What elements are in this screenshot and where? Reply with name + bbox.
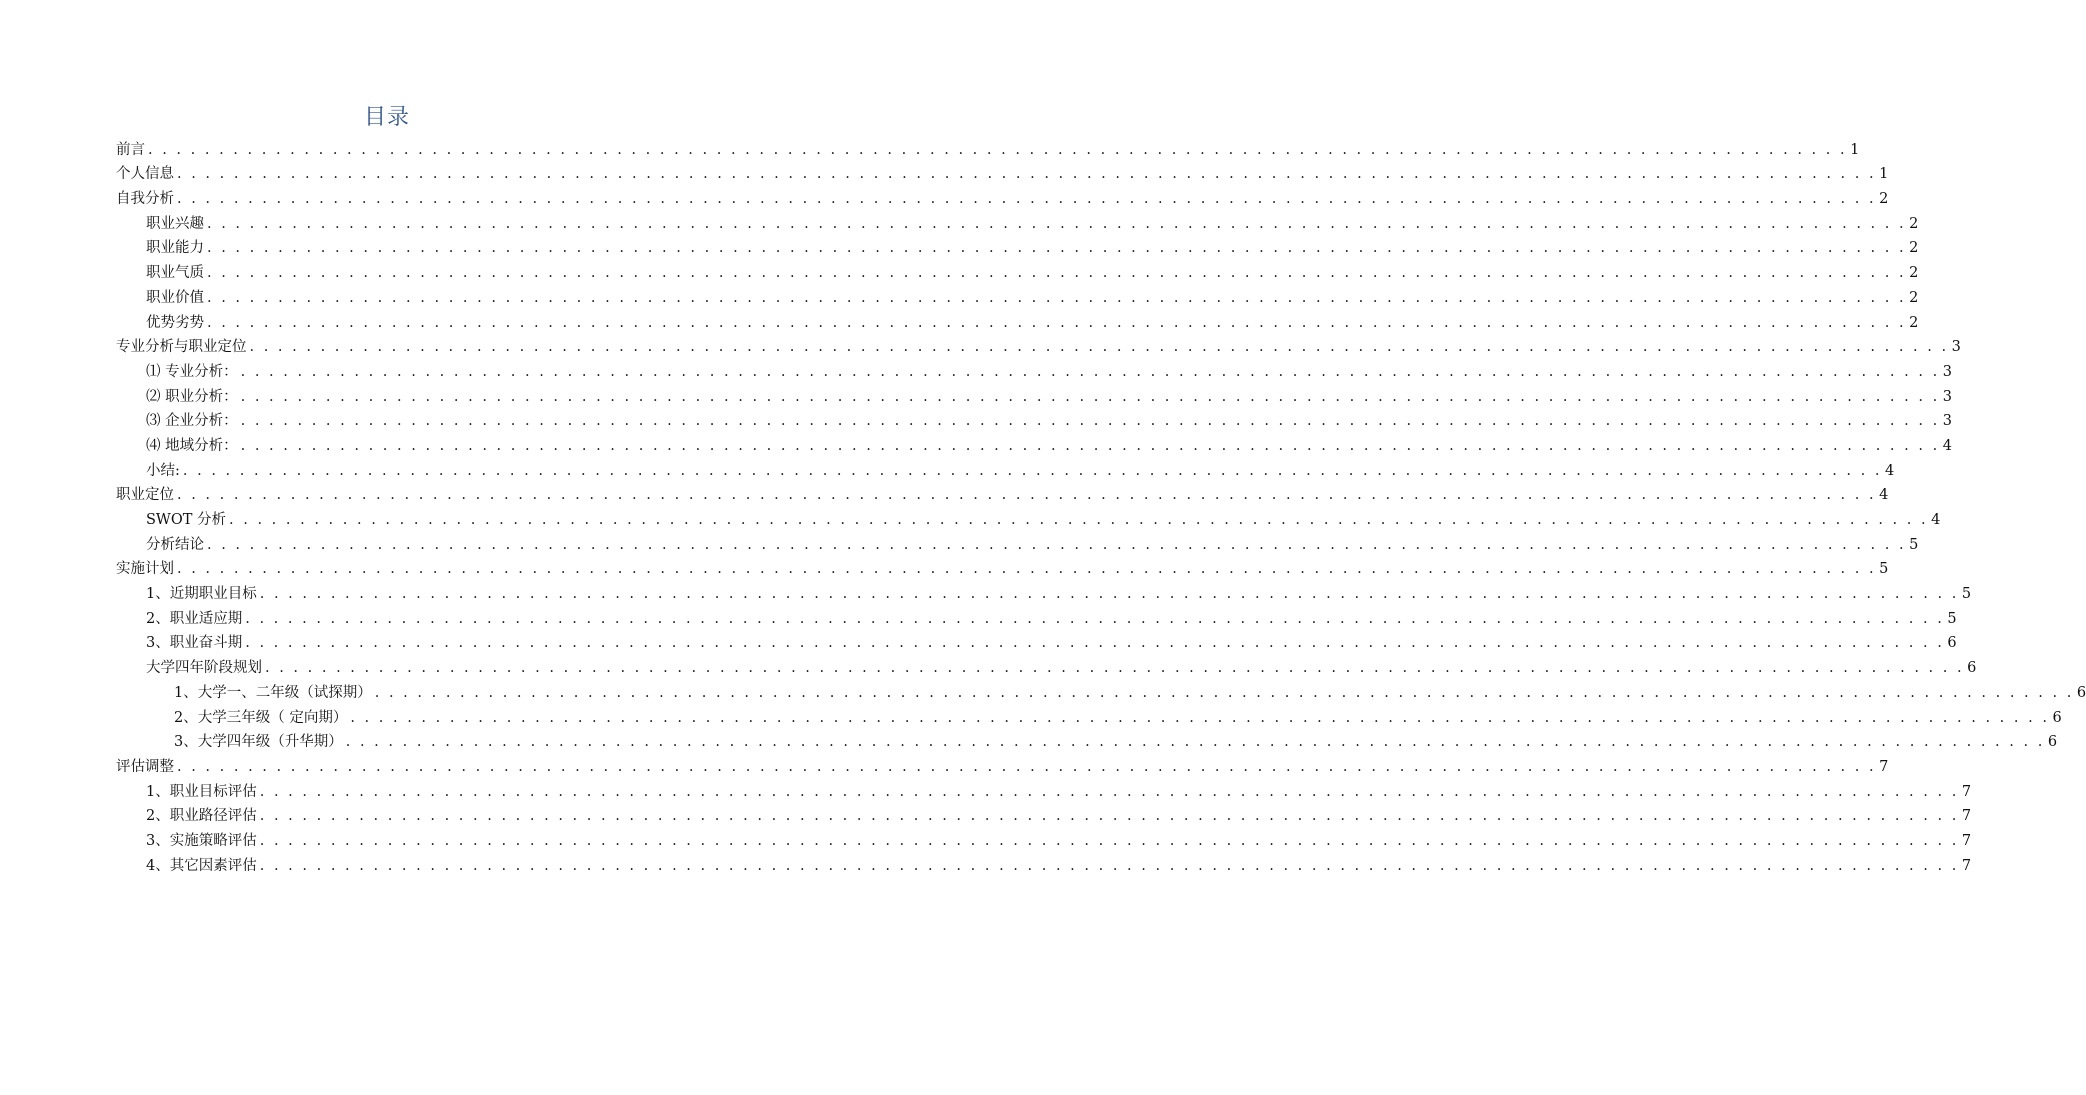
toc-entry-page-number: 2	[1909, 265, 1919, 282]
dot-leader: . . . . . . . . . . . . . . . . . . . . . . . . . . . . . . . . . . . . . . . . . . . . . . . . . . . . . . . . . . . . . . . . . . . . . . . . . . . . . . . . . . . . . . . . . . . . . . . . . . . . . . . . . . . . . . . . . . . . . . . .	[148, 141, 1848, 158]
dot-leader: . . . . . . . . . . . . . . . . . . . . . . . . . . . . . . . . . . . . . . . . . . . . . . . . . . . . . . . . . . . . . . . . . . . . . . . . . . . . . . . . . . . . . . . . . . . . . . . . . . . . . . . . . . . . . . . . . . . . . . . .	[207, 314, 1907, 331]
toc-entry[interactable]	[116, 850, 1972, 875]
dot-leader: . . . . . . . . . . . . . . . . . . . . . . . . . . . . . . . . . . . . . . . . . . . . . . . . . . . . . . . . . . . . . . . . . . . . . . . . . . . . . . . . . . . . . . . . . . . . . . . . . . . . . . . . . . . . . . . . . . . . . . . .	[245, 635, 1945, 652]
dot-leader: . . . . . . . . . . . . . . . . . . . . . . . . . . . . . . . . . . . . . . . . . . . . . . . . . . . . . . . . . . . . . . . . . . . . . . . . . . . . . . . . . . . . . . . . . . . . . . . . . . . . . . . . . . . . . . . . . . . . . . . .	[249, 339, 1949, 356]
toc-entry-label: 1、近期职业目标	[146, 586, 257, 603]
toc-entry-page-number: 6	[1947, 635, 1957, 652]
toc-entry-label: 小结:	[146, 462, 180, 479]
toc-entry-label: 3、实施策略评估	[146, 832, 257, 849]
toc-entry-page-number: 6	[2076, 684, 2086, 701]
toc-entry-label: 评估调整	[116, 758, 174, 775]
toc-entry-label: 职业价值	[146, 289, 204, 306]
toc-entry[interactable]	[116, 504, 1941, 529]
toc-entry[interactable]	[116, 628, 1957, 653]
toc-entry-page-number: 7	[1961, 783, 1972, 800]
toc-entry-label: 3、职业奋斗期	[146, 635, 243, 652]
toc-entry-page-number: 6	[2047, 734, 2058, 751]
toc-entry-label: 分析结论	[146, 536, 204, 553]
toc-entry-label: 1、大学一、二年级（试探期）	[174, 684, 372, 701]
dot-leader: . . . . . . . . . . . . . . . . . . . . . . . . . . . . . . . . . . . . . . . . . . . . . . . . . . . . . . . . . . . . . . . . . . . . . . . . . . . . . . . . . . . . . . . . . . . . . . . . . . . . . . . . . . . . . . . . . . . . . . . .	[345, 734, 2045, 751]
toc-entry-label: 自我分析	[116, 191, 174, 208]
dot-leader: . . . . . . . . . . . . . . . . . . . . . . . . . . . . . . . . . . . . . . . . . . . . . . . . . . . . . . . . . . . . . . . . . . . . . . . . . . . . . . . . . . . . . . . . . . . . . . . . . . . . . . . . . . . . . . . . . . . . . . . .	[240, 388, 1940, 405]
toc-entry-label: 个人信息	[116, 166, 174, 183]
dot-leader: . . . . . . . . . . . . . . . . . . . . . . . . . . . . . . . . . . . . . . . . . . . . . . . . . . . . . . . . . . . . . . . . . . . . . . . . . . . . . . . . . . . . . . . . . . . . . . . . . . . . . . . . . . . . . . . . . . . . . . . .	[259, 857, 1959, 874]
table-of-contents	[116, 134, 2086, 875]
toc-entry-page-number: 3	[1942, 413, 1952, 430]
toc-entry-label: 3、大学四年级（升华期）	[174, 734, 343, 751]
toc-entry-page-number: 3	[1942, 363, 1952, 380]
toc-entry-page-number: 7	[1961, 832, 1972, 849]
toc-entry-page-number: 7	[1961, 857, 1972, 874]
toc-entry[interactable]	[116, 801, 1972, 826]
dot-leader: . . . . . . . . . . . . . . . . . . . . . . . . . . . . . . . . . . . . . . . . . . . . . . . . . . . . . . . . . . . . . . . . . . . . . . . . . . . . . . . . . . . . . . . . . . . . . . . . . . . . . . . . . . . . . . . . . . . . . . . .	[182, 462, 1882, 479]
toc-entry-label: 专业分析与职业定位	[116, 339, 247, 356]
toc-entry-page-number: 2	[1909, 240, 1919, 257]
dot-leader: . . . . . . . . . . . . . . . . . . . . . . . . . . . . . . . . . . . . . . . . . . . . . . . . . . . . . . . . . . . . . . . . . . . . . . . . . . . . . . . . . . . . . . . . . . . . . . . . . . . . . . . . . . . . . . . . . . . . . . . .	[374, 684, 2074, 701]
toc-entry[interactable]	[116, 282, 1919, 307]
toc-entry-page-number: 4	[1884, 462, 1895, 479]
toc-entry-page-number: 5	[1909, 536, 1919, 553]
toc-entry-label: 优势劣势	[146, 314, 204, 331]
toc-entry[interactable]	[116, 776, 1972, 801]
dot-leader: . . . . . . . . . . . . . . . . . . . . . . . . . . . . . . . . . . . . . . . . . . . . . . . . . . . . . . . . . . . . . . . . . . . . . . . . . . . . . . . . . . . . . . . . . . . . . . . . . . . . . . . . . . . . . . . . . . . . . . . .	[259, 783, 1959, 800]
toc-entry-label: 职业能力	[146, 240, 204, 257]
toc-entry[interactable]	[116, 727, 2058, 752]
toc-entry-page-number: 4	[1942, 437, 1952, 454]
toc-entry[interactable]	[116, 480, 1889, 505]
toc-entry-page-number: 6	[2052, 709, 2062, 726]
toc-entry-label: 职业定位	[116, 487, 174, 504]
toc-entry-page-number: 5	[1879, 561, 1889, 578]
dot-leader: . . . . . . . . . . . . . . . . . . . . . . . . . . . . . . . . . . . . . . . . . . . . . . . . . . . . . . . . . . . . . . . . . . . . . . . . . . . . . . . . . . . . . . . . . . . . . . . . . . . . . . . . . . . . . . . . . . . . . . . .	[240, 363, 1940, 380]
toc-entry[interactable]	[116, 677, 2086, 702]
toc-entry[interactable]	[116, 183, 1889, 208]
toc-entry[interactable]	[116, 529, 1919, 554]
dot-leader: . . . . . . . . . . . . . . . . . . . . . . . . . . . . . . . . . . . . . . . . . . . . . . . . . . . . . . . . . . . . . . . . . . . . . . . . . . . . . . . . . . . . . . . . . . . . . . . . . . . . . . . . . . . . . . . . . . . . . . . .	[177, 487, 1877, 504]
dot-leader: . . . . . . . . . . . . . . . . . . . . . . . . . . . . . . . . . . . . . . . . . . . . . . . . . . . . . . . . . . . . . . . . . . . . . . . . . . . . . . . . . . . . . . . . . . . . . . . . . . . . . . . . . . . . . . . . . . . . . . . .	[207, 289, 1907, 306]
toc-entry-label: 4、其它因素评估	[146, 857, 257, 874]
toc-entry[interactable]	[116, 554, 1889, 579]
toc-entry[interactable]	[116, 257, 1919, 282]
toc-entry-label: SWOT 分析	[146, 512, 227, 528]
toc-entry-label: 实施计划	[116, 561, 174, 578]
toc-entry[interactable]	[116, 578, 1972, 603]
toc-entry[interactable]	[116, 702, 2062, 727]
toc-entry-page-number: 2	[1909, 289, 1919, 306]
toc-entry-label: 职业兴趣	[146, 215, 204, 232]
toc-entry-label: ⑴ 专业分析：	[146, 363, 238, 380]
dot-leader: . . . . . . . . . . . . . . . . . . . . . . . . . . . . . . . . . . . . . . . . . . . . . . . . . . . . . . . . . . . . . . . . . . . . . . . . . . . . . . . . . . . . . . . . . . . . . . . . . . . . . . . . . . . . . . . . . . . . . . . .	[207, 215, 1907, 232]
toc-entry[interactable]	[116, 652, 1977, 677]
dot-leader: . . . . . . . . . . . . . . . . . . . . . . . . . . . . . . . . . . . . . . . . . . . . . . . . . . . . . . . . . . . . . . . . . . . . . . . . . . . . . . . . . . . . . . . . . . . . . . . . . . . . . . . . . . . . . . . . . . . . . . . .	[207, 240, 1907, 257]
dot-leader: . . . . . . . . . . . . . . . . . . . . . . . . . . . . . . . . . . . . . . . . . . . . . . . . . . . . . . . . . . . . . . . . . . . . . . . . . . . . . . . . . . . . . . . . . . . . . . . . . . . . . . . . . . . . . . . . . . . . . . . .	[207, 536, 1907, 553]
toc-entry[interactable]	[116, 159, 1889, 184]
toc-entry[interactable]	[116, 208, 1919, 233]
dot-leader: . . . . . . . . . . . . . . . . . . . . . . . . . . . . . . . . . . . . . . . . . . . . . . . . . . . . . . . . . . . . . . . . . . . . . . . . . . . . . . . . . . . . . . . . . . . . . . . . . . . . . . . . . . . . . . . . . . . . . . . .	[177, 191, 1877, 208]
toc-entry[interactable]	[116, 134, 1860, 159]
toc-entry-page-number: 2	[1879, 191, 1889, 208]
dot-leader: . . . . . . . . . . . . . . . . . . . . . . . . . . . . . . . . . . . . . . . . . . . . . . . . . . . . . . . . . . . . . . . . . . . . . . . . . . . . . . . . . . . . . . . . . . . . . . . . . . . . . . . . . . . . . . . . . . . . . . . .	[240, 413, 1940, 430]
dot-leader: . . . . . . . . . . . . . . . . . . . . . . . . . . . . . . . . . . . . . . . . . . . . . . . . . . . . . . . . . . . . . . . . . . . . . . . . . . . . . . . . . . . . . . . . . . . . . . . . . . . . . . . . . . . . . . . . . . . . . . . .	[177, 758, 1877, 775]
dot-leader: . . . . . . . . . . . . . . . . . . . . . . . . . . . . . . . . . . . . . . . . . . . . . . . . . . . . . . . . . . . . . . . . . . . . . . . . . . . . . . . . . . . . . . . . . . . . . . . . . . . . . . . . . . . . . . . . . . . . . . . .	[350, 709, 2050, 726]
toc-entry-page-number: 2	[1909, 314, 1919, 331]
toc-entry-label: ⑵ 职业分析：	[146, 388, 238, 405]
dot-leader: . . . . . . . . . . . . . . . . . . . . . . . . . . . . . . . . . . . . . . . . . . . . . . . . . . . . . . . . . . . . . . . . . . . . . . . . . . . . . . . . . . . . . . . . . . . . . . . . . . . . . . . . . . . . . . . . . . . . . . . .	[245, 610, 1945, 627]
toc-entry[interactable]	[116, 332, 1961, 357]
toc-entry-label: ⑷ 地域分析：	[146, 437, 238, 454]
toc-entry-page-number: 1	[1850, 141, 1860, 158]
toc-entry-page-number: 3	[1942, 388, 1952, 405]
toc-entry-label: 前言	[116, 141, 145, 158]
toc-entry-label: 2、职业路径评估	[146, 808, 257, 825]
dot-leader: . . . . . . . . . . . . . . . . . . . . . . . . . . . . . . . . . . . . . . . . . . . . . . . . . . . . . . . . . . . . . . . . . . . . . . . . . . . . . . . . . . . . . . . . . . . . . . . . . . . . . . . . . . . . . . . . . . . . . . . .	[177, 166, 1877, 183]
toc-entry-page-number: 3	[1951, 339, 1961, 356]
toc-entry[interactable]	[116, 406, 1952, 431]
toc-entry[interactable]	[116, 455, 1895, 480]
toc-entry[interactable]	[116, 356, 1952, 381]
toc-entry-label: 职业气质	[146, 265, 204, 282]
toc-entry-page-number: 5	[1961, 586, 1972, 603]
dot-leader: . . . . . . . . . . . . . . . . . . . . . . . . . . . . . . . . . . . . . . . . . . . . . . . . . . . . . . . . . . . . . . . . . . . . . . . . . . . . . . . . . . . . . . . . . . . . . . . . . . . . . . . . . . . . . . . . . . . . . . . .	[229, 512, 1929, 528]
toc-entry-page-number: 7	[1879, 758, 1889, 775]
toc-entry-page-number: 1	[1879, 166, 1889, 183]
dot-leader: . . . . . . . . . . . . . . . . . . . . . . . . . . . . . . . . . . . . . . . . . . . . . . . . . . . . . . . . . . . . . . . . . . . . . . . . . . . . . . . . . . . . . . . . . . . . . . . . . . . . . . . . . . . . . . . . . . . . . . . .	[259, 808, 1959, 825]
toc-entry-label: 2、大学三年级（ 定向期）	[174, 709, 348, 726]
toc-entry[interactable]	[116, 603, 1957, 628]
toc-entry-label: 2、职业适应期	[146, 610, 243, 627]
dot-leader: . . . . . . . . . . . . . . . . . . . . . . . . . . . . . . . . . . . . . . . . . . . . . . . . . . . . . . . . . . . . . . . . . . . . . . . . . . . . . . . . . . . . . . . . . . . . . . . . . . . . . . . . . . . . . . . . . . . . . . . .	[259, 832, 1959, 849]
toc-entry[interactable]	[116, 751, 1889, 776]
toc-entry-label: ⑶ 企业分析：	[146, 413, 238, 430]
toc-entry[interactable]	[116, 381, 1952, 406]
dot-leader: . . . . . . . . . . . . . . . . . . . . . . . . . . . . . . . . . . . . . . . . . . . . . . . . . . . . . . . . . . . . . . . . . . . . . . . . . . . . . . . . . . . . . . . . . . . . . . . . . . . . . . . . . . . . . . . . . . . . . . . .	[240, 437, 1940, 454]
toc-entry-label: 1、职业目标评估	[146, 783, 257, 800]
toc-entry[interactable]	[116, 233, 1919, 258]
toc-entry-page-number: 7	[1961, 808, 1972, 825]
toc-entry-page-number: 6	[1967, 660, 1977, 677]
toc-entry[interactable]	[116, 825, 1972, 850]
dot-leader: . . . . . . . . . . . . . . . . . . . . . . . . . . . . . . . . . . . . . . . . . . . . . . . . . . . . . . . . . . . . . . . . . . . . . . . . . . . . . . . . . . . . . . . . . . . . . . . . . . . . . . . . . . . . . . . . . . . . . . . .	[265, 660, 1965, 677]
toc-entry[interactable]	[116, 430, 1952, 455]
dot-leader: . . . . . . . . . . . . . . . . . . . . . . . . . . . . . . . . . . . . . . . . . . . . . . . . . . . . . . . . . . . . . . . . . . . . . . . . . . . . . . . . . . . . . . . . . . . . . . . . . . . . . . . . . . . . . . . . . . . . . . . .	[207, 265, 1907, 282]
toc-entry[interactable]	[116, 307, 1919, 332]
dot-leader: . . . . . . . . . . . . . . . . . . . . . . . . . . . . . . . . . . . . . . . . . . . . . . . . . . . . . . . . . . . . . . . . . . . . . . . . . . . . . . . . . . . . . . . . . . . . . . . . . . . . . . . . . . . . . . . . . . . . . . . .	[177, 561, 1877, 578]
toc-title: 目录	[363, 105, 410, 130]
toc-entry-page-number: 5	[1947, 610, 1957, 627]
dot-leader: . . . . . . . . . . . . . . . . . . . . . . . . . . . . . . . . . . . . . . . . . . . . . . . . . . . . . . . . . . . . . . . . . . . . . . . . . . . . . . . . . . . . . . . . . . . . . . . . . . . . . . . . . . . . . . . . . . . . . . . .	[259, 586, 1959, 603]
toc-entry-page-number: 2	[1909, 215, 1919, 232]
toc-entry-page-number: 4	[1931, 512, 1941, 528]
toc-entry-label: 大学四年阶段规划	[146, 660, 262, 677]
toc-entry-page-number: 4	[1879, 487, 1889, 504]
